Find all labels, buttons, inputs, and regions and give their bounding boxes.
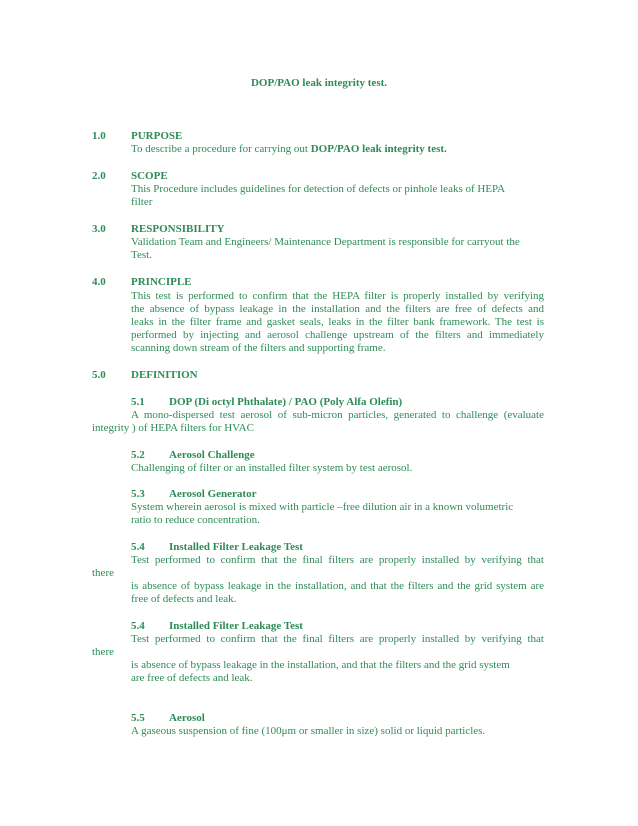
definition-5-4-line-3: is absence of bypass leakage in the installation, and that the filters and the grid system are — [131, 580, 544, 592]
principle-line-2: the absence of bypass leakage in the installation and the filters are free of defects and — [131, 303, 544, 315]
principle-line-3: leaks in the filter frame and gasket seals, leaks in the filter bank framework. The test is — [131, 316, 544, 328]
section-number-definition: 5.0 — [92, 369, 106, 381]
definition-5-3-line-1: System wherein aerosol is mixed with particle –free dilution air in a known volumetric — [131, 501, 514, 513]
purpose-text-bold: DOP/PAO leak integrity test. — [310, 143, 447, 155]
definition-heading-5-3: Aerosol Generator — [169, 488, 257, 500]
purpose-text — [131, 143, 447, 156]
definition-5-4-line-2: there — [92, 567, 114, 579]
definition-heading-5-4: Installed Filter Leakage Test — [169, 541, 303, 553]
section-number-scope: 2.0 — [92, 170, 106, 182]
definition-5-4-repeat-line-2: there — [92, 646, 114, 658]
scope-line-1: This Procedure includes guidelines for detection of defects or pinhole leaks of HEPA — [131, 183, 506, 195]
definition-heading-5-4-repeat: Installed Filter Leakage Test — [169, 620, 303, 632]
definition-heading-5-5: Aerosol — [169, 712, 205, 724]
section-number-principle: 4.0 — [92, 276, 106, 288]
definition-heading-5-2: Aerosol Challenge — [169, 449, 255, 461]
principle-line-1: This test is performed to confirm that the HEPA filter is properly installed by verifying — [131, 290, 544, 302]
definition-heading-5-1: DOP (Di octyl Phthalate) / PAO (Poly Alfa Olefin) — [169, 396, 403, 408]
definition-5-4-repeat-line-1: Test performed to confirm that the final filters are properly installed by verifying that — [131, 633, 544, 645]
section-heading-definition: DEFINITION — [131, 369, 198, 381]
definition-number-5-3: 5.3 — [131, 488, 145, 500]
principle-line-4: performed by injecting and aerosol challenge upstream of the filters and immediately — [131, 329, 544, 341]
definition-5-2-line-1: Challenging of filter or an installed filter system by test aerosol. — [131, 462, 413, 474]
definition-5-5-line-1: A gaseous suspension of fine (100μm or smaller in size) solid or liquid particles. — [131, 725, 486, 737]
definition-5-4-repeat-line-4: are free of defects and leak. — [131, 672, 253, 684]
definition-5-4-line-4: free of defects and leak. — [131, 593, 237, 605]
responsibility-line-1: Validation Team and Engineers/ Maintenance Department is responsible for carryout the — [131, 236, 520, 248]
definition-number-5-4-repeat: 5.4 — [131, 620, 145, 632]
definition-5-1-line-1: A mono-dispersed test aerosol of sub-micron particles, generated to challenge (evaluate — [131, 409, 544, 421]
scope-line-2: filter — [131, 196, 153, 208]
document-title: DOP/PAO leak integrity test. — [250, 77, 388, 89]
definition-5-4-line-1: Test performed to confirm that the final filters are properly installed by verifying that — [131, 554, 544, 566]
principle-line-5: scanning down stream of the filters and supporting frame. — [131, 342, 386, 354]
section-heading-principle: PRINCIPLE — [131, 276, 192, 288]
definition-5-3-line-2: ratio to reduce concentration. — [131, 514, 260, 526]
purpose-text-plain: To describe a procedure for carrying out — [131, 143, 311, 155]
section-number-purpose: 1.0 — [92, 130, 106, 142]
definition-5-1-line-2: integrity ) of HEPA filters for HVAC — [92, 422, 254, 434]
definition-5-4-repeat-line-3: is absence of bypass leakage in the installation, and that the filters and the grid system — [131, 659, 510, 671]
section-heading-scope: SCOPE — [131, 170, 168, 182]
responsibility-line-2: Test. — [131, 249, 152, 261]
section-heading-purpose: PURPOSE — [131, 130, 183, 142]
definition-number-5-4: 5.4 — [131, 541, 145, 553]
definition-number-5-1: 5.1 — [131, 396, 145, 408]
section-number-responsibility: 3.0 — [92, 223, 106, 235]
definition-number-5-2: 5.2 — [131, 449, 145, 461]
section-heading-responsibility: RESPONSIBILITY — [131, 223, 225, 235]
definition-number-5-5: 5.5 — [131, 712, 145, 724]
